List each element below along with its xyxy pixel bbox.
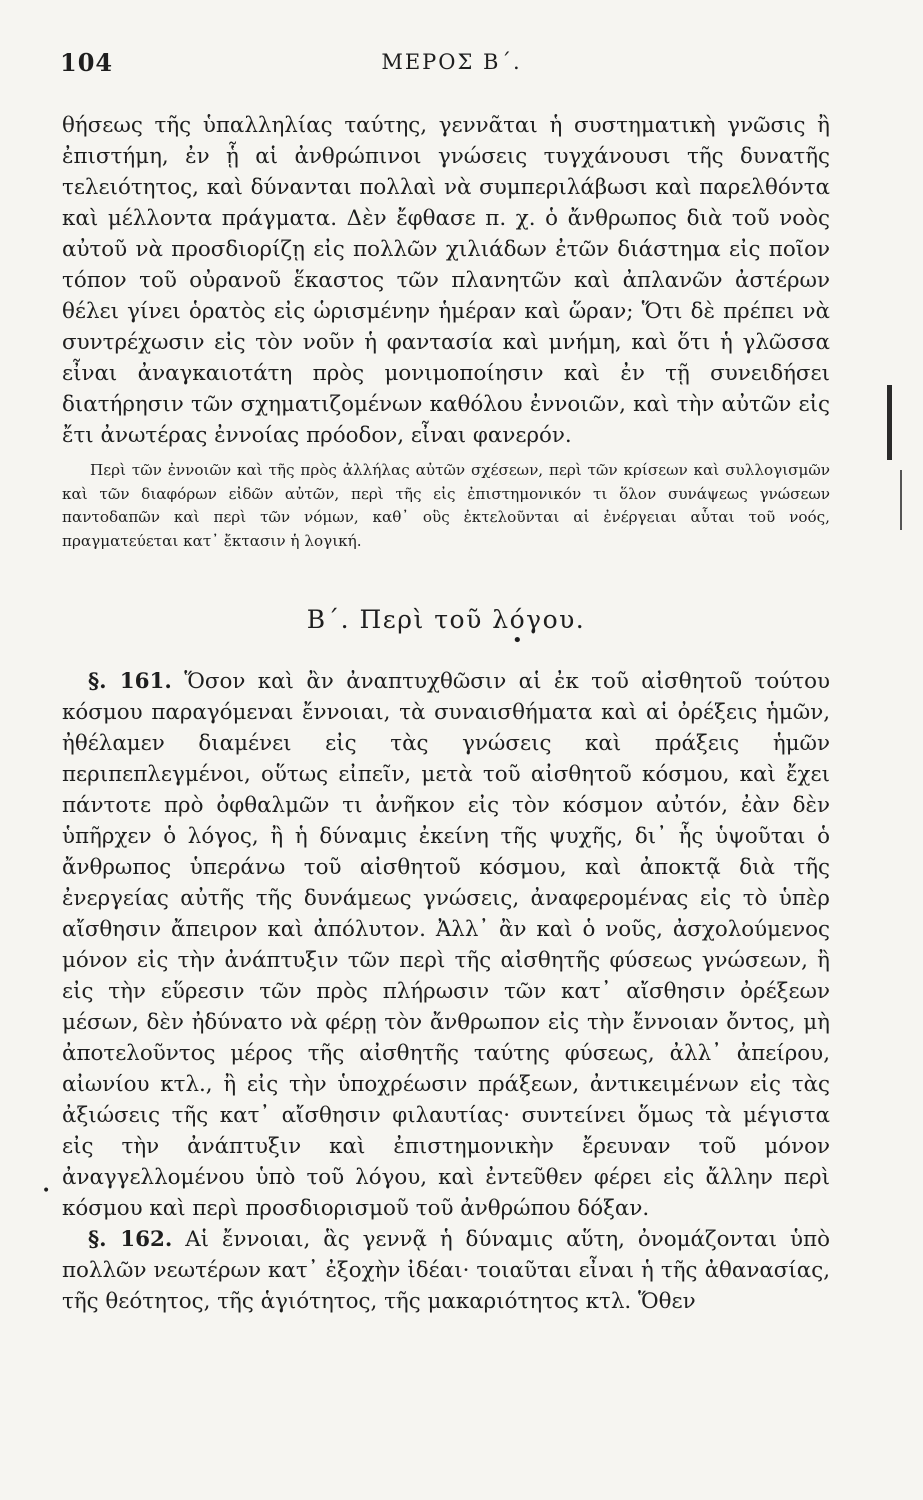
page-header [60,48,843,82]
section-161-text: Ὅσον καὶ ἂν ἀναπτυχθῶσιν αἱ ἐκ τοῦ αἰσθητοῦ τούτου κόσμου παραγόμεναι ἔννοιαι, τὰ συναισθήματα καὶ αἱ ὀρέξεις ἡμῶν, ἠθέλαμεν διαμένει εἰς τὰς γνώσεις καὶ πράξεις ἡμῶν περιπεπλεγμένοι, οὕτως εἰπεῖν, μετὰ τοῦ αἰσθητοῦ κόσμου, καὶ ἔχει πάντοτε πρὸ ὀφθαλμῶν τι ἀνῆκον εἰς τὸν κόσμον αὐτόν, ἐὰν δὲν ὑπῆρχεν ὁ λόγος, ἢ ἡ δύναμις ἐκείνη τῆς ψυχῆς, δι᾽ ἧς ὑψοῦται ὁ ἄνθρωπος ὑπεράνω τοῦ αἰσθητοῦ κόσμου, καὶ ἀποκτᾷ διὰ τῆς ἐνεργείας αὐτῆς τῆς δυνάμεως γνώσεις, ἀναφερομένας εἰς τὸ ὑπὲρ αἴσθησιν ἄπειρον καὶ ἀπόλυτον. Ἀλλ᾽ ἂν καὶ ὁ νοῦς, ἀσχολούμενος μόνον εἰς τὴν ἀνάπτυξιν τῶν περὶ τῆς αἰσθητῆς φύσεως γνώσεων, ἢ εἰς τὴν εὕρεσιν τῶν πρὸς πλήρωσιν τῶν κατ᾽ αἴσθησιν ὀρέξεων μέσων, δὲν ἠδύνατο νὰ φέρῃ τὸν ἄνθρωπον εἰς τὴν ἔννοιαν ὄντος, μὴ ἀποτελοῦντος μέρος τῆς αἰσθητῆς ταύτης φύσεως, ἀλλ᾽ ἀπείρου, αἰωνίου κτλ., ἢ εἰς τὴν ὑποχρέωσιν πράξεων, ἀντικειμένων εἰς τὰς ἀξιώσεις τῆς κατ᾽ αἴσθησιν φιλαυτίας· συντείνει ὅμως τὰ μέγιστα εἰς τὴν ἀνάπτυξιν καὶ ἐπιστημονικὴν ἔρευναν τοῦ μόνον ἀναγγελλομένου ὑπὸ τοῦ λόγου, καὶ ἐντεῦθεν φέρει εἰς ἄλλην περὶ κόσμου καὶ περὶ προσδιορισμοῦ τοῦ ἀνθρώπου δόξαν. [62,669,830,1221]
section-162-marker: §. 162. [88,1227,173,1252]
page-body [62,110,830,1317]
section-162 [62,1224,830,1317]
paragraph-continued: θήσεως τῆς ὑπαλληλίας ταύτης, γεννᾶται ἡ συστηματικὴ γνῶσις ἢ ἐπιστήμη, ἐν ᾗ αἱ ἀνθρώπινοι γνώσεις τυγχάνουσι τῆς δυνατῆς τελειότητος, καὶ δύνανται πολλαὶ νὰ συμπεριλάβωσι καὶ παρελθόντα καὶ μέλλοντα πράγματα. Δὲν ἔφθασε π. χ. ὁ ἄνθρωπος διὰ τοῦ νοὸς αὐτοῦ νὰ προσδιορίζῃ εἰς πολλῶν χιλιάδων ἐτῶν διάστημα εἰς ποῖον τόπον τοῦ οὐρανοῦ ἕκαστος τῶν πλανητῶν καὶ ἀπλανῶν ἀστέρων θέλει γίνει ὁρατὸς εἰς ὡρισμένην ἡμέραν καὶ ὥραν; Ὅτι δὲ πρέπει νὰ συντρέχωσιν εἰς τὸν νοῦν ἡ φαντασία καὶ μνήμη, καὶ ὅτι ἡ γλῶσσα εἶναι ἀναγκαιοτάτη πρὸς μονιμοποίησιν καὶ ἐν τῇ συνειδήσει διατήρησιν τῶν σχηματιζομένων καθόλου ἐννοιῶν, καὶ τὴν αὐτῶν εἰς ἔτι ἀνωτέρας ἐννοίας πρόοδον, εἶναι φανερόν. [62,113,830,448]
note-paragraph: Περὶ τῶν ἐννοιῶν καὶ τῆς πρὸς ἀλλήλας αὐτῶν σχέσεων, περὶ τῶν κρίσεων καὶ συλλογισμῶν καὶ τῶν διαφόρων εἰδῶν αὐτῶν, περὶ τῆς εἰς ἐπιστημονικόν τι ὅλον συνάψεως γνώσεων παντοδαπῶν καὶ περὶ τῶν νόμων, καθ᾽ οὓς ἐκτελοῦνται αἱ ἐνέργειαι αὗται τοῦ νοός, πραγματεύεται κατ᾽ ἔκτασιν ἡ λογική. [62,461,830,550]
section-161 [62,666,830,1224]
page-number: 104 [60,48,114,77]
running-head: ΜΕΡΟΣ Β΄. [381,50,522,74]
margin-mark [887,385,892,460]
stray-mark: • [42,1183,51,1199]
section-162-text: Αἱ ἔννοιαι, ἃς γεννᾷ ἡ δύναμις αὕτη, ὀνομάζονται ὑπὸ πολλῶν νεωτέρων κατ᾽ ἐξοχὴν ἰδέαι· τοιαῦται εἶναι ἡ τῆς ἀθανασίας, τῆς θεότητος, τῆς ἁγιότητος, τῆς μακαριότητος κτλ. Ὅθεν [62,1227,830,1314]
stray-dot: • [512,630,523,651]
section-161-marker: §. 161. [88,669,172,694]
margin-mark-thin [900,470,902,530]
section-title: Β΄. Περὶ τοῦ λόγου. [306,605,586,634]
